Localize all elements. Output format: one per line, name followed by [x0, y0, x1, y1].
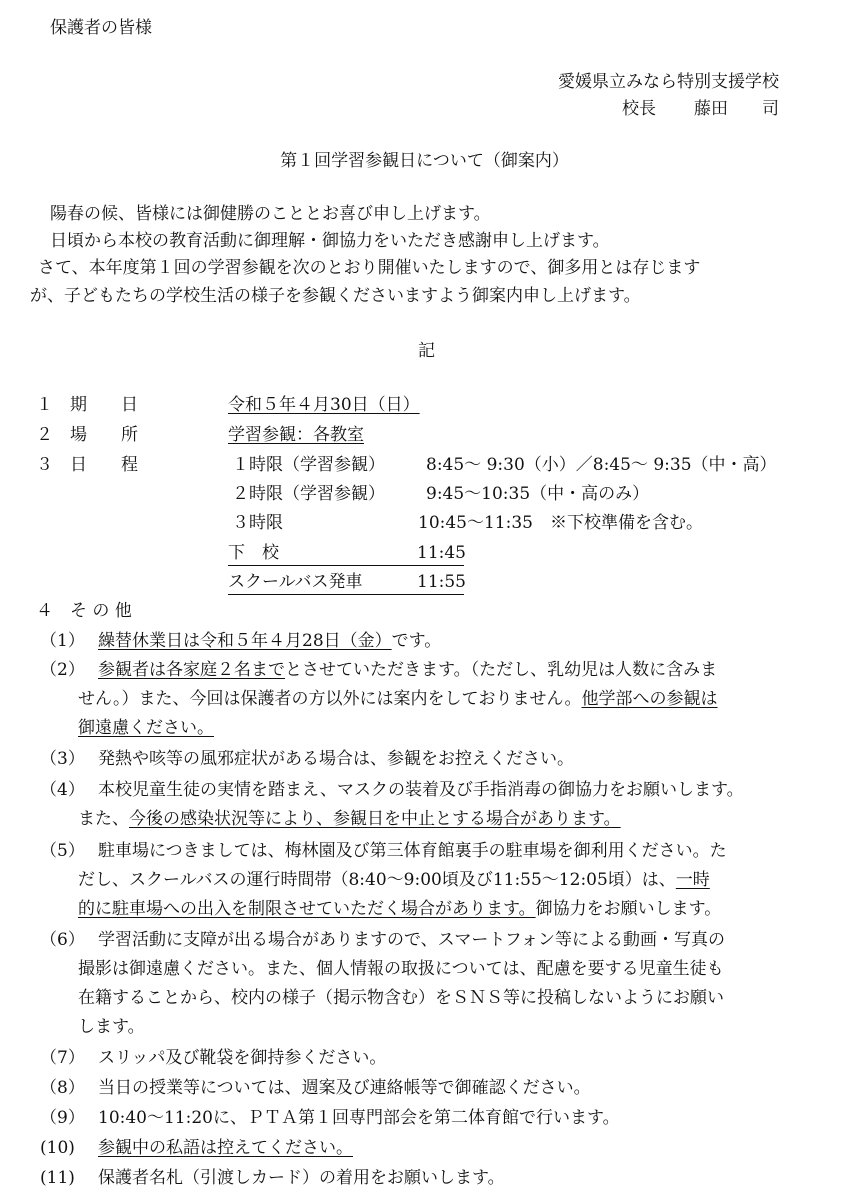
note-9: 10:40～11:20に、ＰＴＡ第１回専門部会を第二体育館で行います。 [98, 1108, 620, 1128]
schedule-time: 11:55 [417, 572, 466, 592]
note-6-line-3: 在籍することから、校内の様子（掲示物含む）をＳＮＳ等に投稿しないようにお願い [78, 988, 724, 1008]
intro-line-2: 日頃から本校の教育活動に御理解・御協力をいただき感謝申し上げます。 [50, 231, 610, 251]
item-number: ４ [36, 601, 53, 621]
note-1 [98, 633, 441, 650]
note-3: 発熱や咳等の風邪症状がある場合は、参観をお控えください。 [98, 749, 574, 769]
intro-line-1: 陽春の候、皆様には御健勝のこととお喜び申し上げます。 [50, 204, 491, 224]
schedule-period: ３時限 [232, 513, 283, 533]
schedule-time: 8:45～ 9:30（小）／8:45～ 9:35（中・高） [426, 455, 777, 475]
item-label-place: 場 所 [70, 425, 138, 445]
note-1-highlight: 繰替休業日は令和５年４月28日（金） [98, 631, 392, 651]
schedule-row-dismissal [228, 545, 464, 566]
schedule-period: 下 校 [228, 543, 279, 563]
note-7: スリッパ及び靴袋を御持参ください。 [98, 1048, 387, 1068]
item-label-date: 期 日 [70, 395, 138, 415]
intro-line-3: さて、本年度第１回の学習参観を次のとおり開催いたしますので、御多用とは存じます [38, 258, 701, 278]
note-number: （9） [40, 1108, 85, 1128]
note-2-highlight: 参観者は各家庭２名まで [98, 660, 285, 680]
note-number: （3） [40, 749, 85, 769]
schedule-period: スクールバス発車 [228, 572, 363, 592]
note-2-text: せん。）また、今回は保護者の方以外には案内をしておりません。 [78, 689, 582, 709]
school-name: 愛媛県立みなら特別支援学校 [558, 72, 779, 92]
item-label-other: そ の 他 [70, 601, 132, 621]
note-5-line-1: 駐車場につきましては、梅林園及び第三体育館裏手の駐車場を御利用ください。た [98, 841, 727, 861]
note-2-line-3: 御遠慮ください。 [78, 718, 214, 738]
document-title: 第１回学習参観日について（御案内） [280, 151, 569, 171]
note-number: （4） [40, 780, 85, 800]
note-5-text: 御協力をお願いします。 [535, 899, 722, 919]
note-number: （6） [40, 930, 85, 950]
item-number: ３ [36, 455, 53, 475]
schedule-period: １時限（学習参観） [232, 455, 385, 475]
addressee: 保護者の皆様 [50, 18, 152, 38]
note-number: （7） [40, 1048, 85, 1068]
item-label-schedule: 日 程 [70, 455, 138, 475]
note-6-line-1: 学習活動に支障が出る場合がありますので、スマートフォン等による動画・写真の [98, 930, 725, 950]
note-number: （1） [40, 631, 85, 651]
note-number: （8） [40, 1078, 85, 1098]
event-place: 学習参観：各教室 [228, 425, 364, 445]
note-11: 保護者名札（引渡しカード）の着用をお願いします。 [98, 1168, 505, 1188]
note-1-tail: です。 [391, 631, 442, 651]
schedule-period: ２時限（学習参観） [232, 484, 385, 504]
note-5-highlight: 一時 [675, 870, 710, 890]
note-5-text: だし、スクールバスの運行時間帯（8:40～9:00頃及び11:55～12:05頃）は、 [78, 870, 676, 890]
note-6-line-4: します。 [78, 1017, 145, 1037]
event-date: 令和５年４月30日（日） [228, 395, 420, 415]
note-10: 参観中の私語は控えてください。 [98, 1138, 353, 1158]
note-2-line-2 [78, 691, 718, 708]
note-5-highlight: 的に駐車場への出入を制限させていただく場合があります。 [78, 899, 536, 919]
note-number: （5） [40, 841, 85, 861]
item-number: １ [36, 395, 53, 415]
note-4-text: また、 [78, 809, 129, 829]
note-2-highlight: 他学部への参観は [581, 689, 718, 709]
note-2-text: とさせていただきます。（ただし、乳幼児は人数に含みま [285, 660, 718, 680]
intro-line-4: が、子どもたちの学校生活の様子を参観くださいますよう御案内申し上げます。 [30, 286, 641, 306]
note-8: 当日の授業等については、週案及び連絡帳等で御確認ください。 [98, 1078, 591, 1098]
note-number: （2） [40, 660, 85, 680]
schedule-time: 11:45 [417, 543, 466, 563]
schedule-time: 10:45～11:35 ※下校準備を含む。 [418, 513, 703, 533]
item-number: ２ [36, 425, 53, 445]
schedule-row-bus [228, 574, 464, 595]
note-number: (11) [40, 1168, 75, 1188]
note-5-line-2 [78, 872, 710, 889]
note-4-highlight: 今後の感染状況等により、参観日を中止とする場合があります。 [129, 809, 621, 829]
principal [622, 101, 779, 118]
note-4-line-2 [78, 811, 621, 828]
note-4-line-1: 本校児童生徒の実情を踏まえ、マスクの装着及び手指消毒の御協力をお願いします。 [98, 780, 744, 800]
schedule-time: 9:45～10:35（中・高のみ） [426, 484, 650, 504]
principal-title: 校長 [622, 99, 656, 119]
note-number: (10) [40, 1138, 75, 1158]
ki-heading: 記 [418, 341, 435, 361]
principal-name: 藤田 司 [694, 99, 779, 119]
note-2-line-1 [98, 662, 717, 679]
note-5-line-3 [78, 901, 721, 918]
note-6-line-2: 撮影は御遠慮ください。また、個人情報の取扱については、配慮を要する児童生徒も [78, 959, 724, 979]
